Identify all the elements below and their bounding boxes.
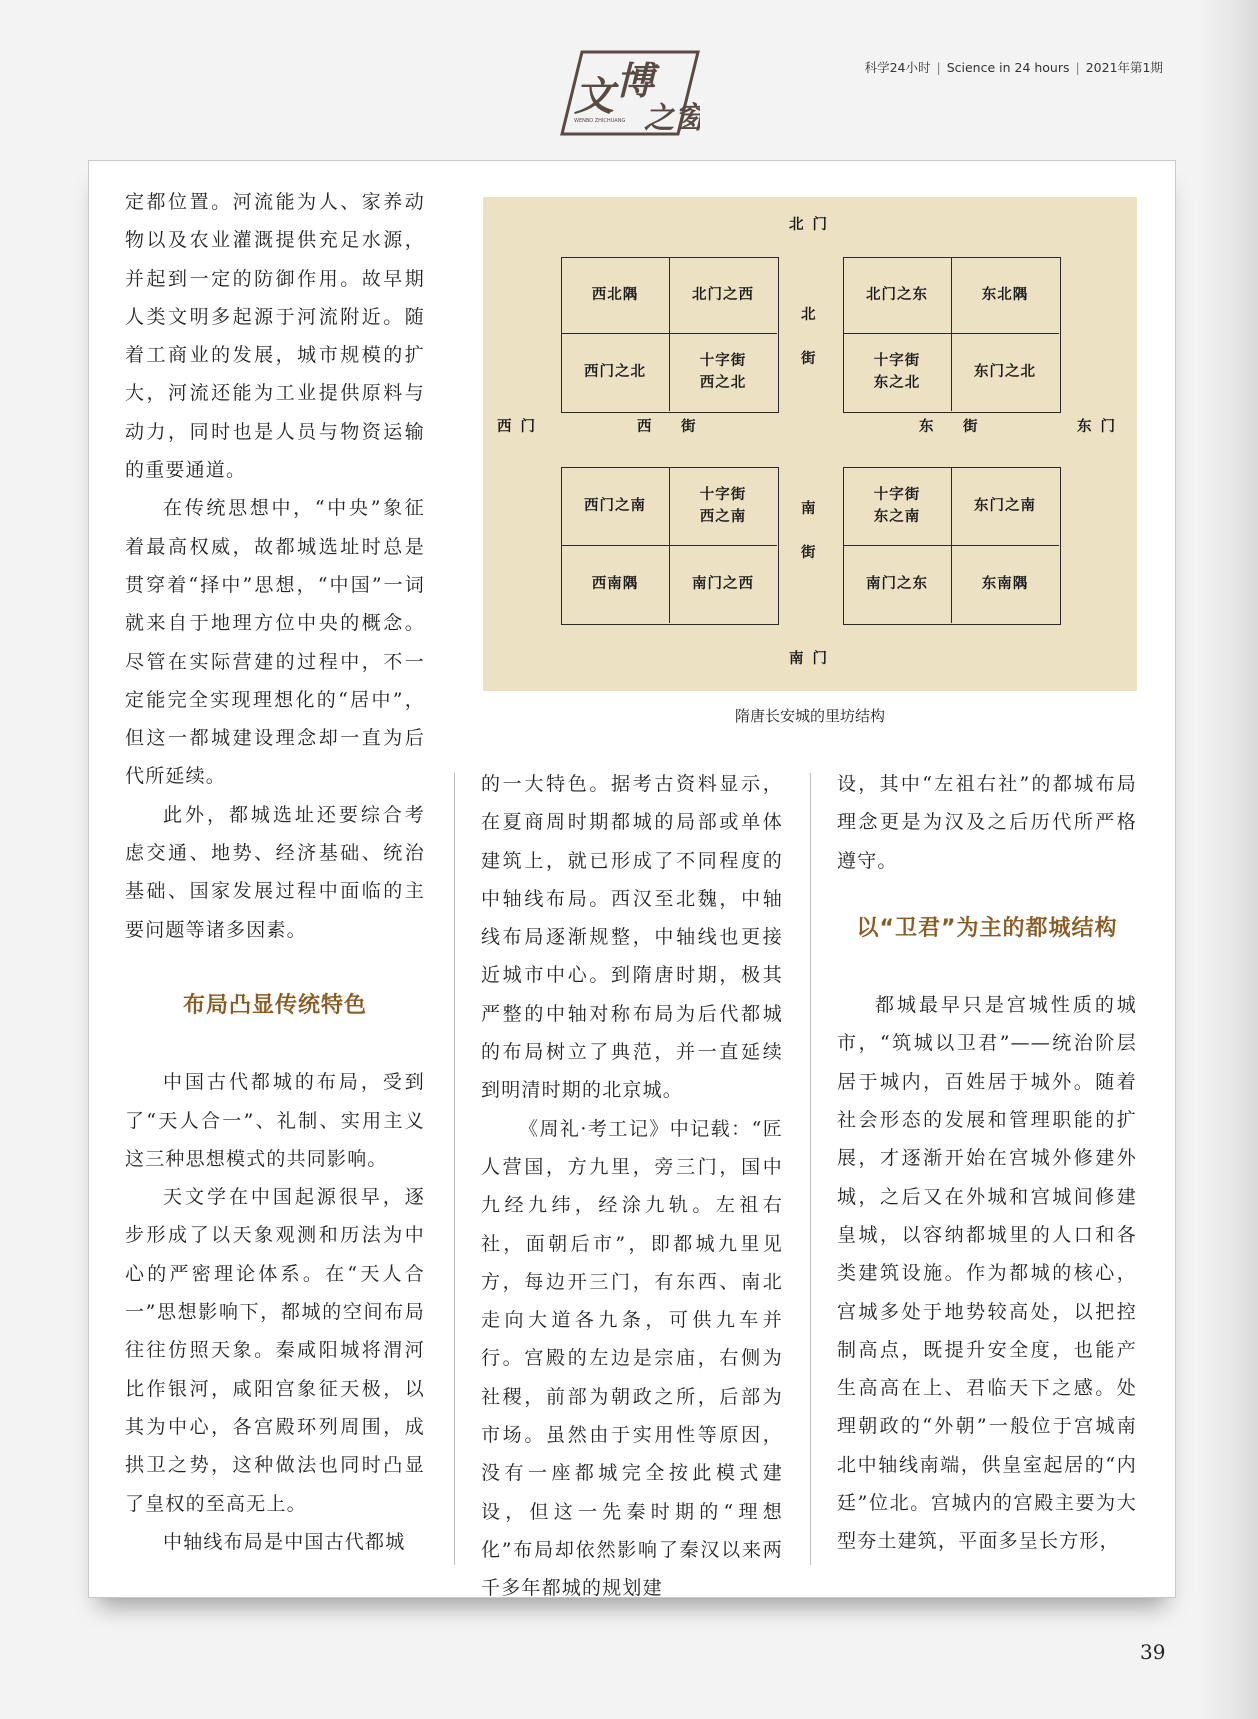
ward-cell: 南门之西 <box>692 576 754 592</box>
paragraph: 都城最早只是宫城性质的城市，“筑城以卫君”——统治阶层居于城内，百姓居于城外。随着社会形态的发展和管理职能的扩展，才逐渐开始在宫城外修建外城，之后又在外城和宫城间修建皇城，以容纳都城里的人口和各类建筑设施。作为都城的核心，宫城多处于地势较高处，以把控制高点，既提升安全度，也能产生高高在上、君临天下之感。处理朝政的“外朝”一般位于宫城南北中轴线南端，供皇室起居的“内廷”位北。宫城内的宫殿主要为大型夯土建筑，平面多呈长方形， <box>837 994 1137 1553</box>
section-heading-layout: 布局凸显传统特色 <box>182 992 367 1018</box>
ward-cell: 西北隅 <box>591 287 639 303</box>
text-column-2 <box>481 765 783 1608</box>
magazine-english-name: Science in 24 hours <box>946 60 1070 75</box>
paragraph: 的一大特色。据考古资料显示，在夏商周时期都城的局部或单体建筑上，就已形成了不同程度的中轴线布局。西汉至北魏，中轴线布局逐渐规整，中轴线也更接近城市中心。到隋唐时期，极其严整的中轴对称布局为后代都城的布局树立了典范，并一直延续到明清时期的北京城。 <box>481 773 783 1102</box>
gate-north-label: 北 门 <box>789 217 830 233</box>
east-street-label: 东 <box>919 419 936 435</box>
west-street-label: 街 <box>681 419 698 435</box>
figure-caption: 隋唐长安城的里坊结构 <box>734 707 885 725</box>
page-edge-shadow <box>1198 0 1258 1719</box>
ward-cell: 十字街 东之北 <box>873 353 921 391</box>
paragraph: 《周礼·考工记》中记载：“匠人营国，方九里，旁三门，国中九经九纬，经涂九轨。左祖右社，面朝后市”，即都城九里见方，每边开三门，有东西、南北走向大道各九条，可供九车并行。宫殿的左边是宗庙，右侧为社稷，前部为朝政之所，后部为市场。虽然由于实用性等原因，没有一座都城完全按此模式建设，但这一先秦时期的“理想化”布局却依然影响了秦汉以来两千多年都城的规划建 <box>481 1117 783 1600</box>
ward-cell: 西门之北 <box>584 364 646 380</box>
svg-text:文: 文 <box>574 73 614 120</box>
article-card <box>88 160 1176 1598</box>
page-number: 39 <box>1140 1640 1166 1664</box>
paragraph: 中国古代都城的布局，受到了“天人合一”、礼制、实用主义这三种思想模式的共同影响。 <box>125 1071 425 1170</box>
gate-south-label: 南 门 <box>789 651 830 667</box>
text-column-1 <box>125 183 425 1561</box>
section-heading-structure: 以“卫君”为主的都城结构 <box>856 915 1118 941</box>
gate-west-label: 西 门 <box>497 419 538 435</box>
magazine-name: 科学24小时 <box>864 60 931 75</box>
ward-cell: 东北隅 <box>981 287 1029 303</box>
ward-cell: 西南隅 <box>591 576 639 592</box>
ward-cell: 东门之南 <box>974 498 1036 514</box>
paragraph: 定都位置。河流能为人、家养动物以及农业灌溉提供充足水源，并起到一定的防御作用。故早期人类文明多起源于河流附近。随着工商业的发展，城市规模的扩大，河流还能为工业提供原料与动力，同时也是人员与物资运输的重要通道。 <box>125 191 425 482</box>
south-street-label: 南 <box>801 501 818 517</box>
column-divider <box>454 773 455 1565</box>
west-street-label: 西 <box>637 419 654 435</box>
ward-cell: 十字街 西之北 <box>699 353 747 391</box>
ward-cell: 北门之东 <box>866 287 928 303</box>
changan-ward-diagram <box>483 197 1137 691</box>
ward-cell: 南门之东 <box>866 576 928 592</box>
ward-cell: 西门之南 <box>584 498 646 514</box>
svg-text:WENBO ZHICHUANG: WENBO ZHICHUANG <box>574 118 626 124</box>
ward-cell: 十字街 东之南 <box>873 487 921 525</box>
paragraph: 中轴线布局是中国古代都城 <box>163 1530 406 1553</box>
svg-text:博: 博 <box>616 58 655 103</box>
paragraph: 在传统思想中，“中央”象征着最高权威，故都城选址时总是贯穿着“择中”思想，“中国”一词就来自于地理方位中央的概念。尽管在实际营建的过程中，不一定能完全实现理想化的“居中”，但这一都城建设理念却一直为后代所延续。 <box>125 497 425 788</box>
paragraph: 天文学在中国起源很早，逐步形成了以天象观测和历法为中心的严密理论体系。在“天人合一”思想影响下，都城的空间布局往往仿照天象。秦咸阳城将渭河比作银河，咸阳宫象征天极，以其为中心，各宫殿环列周围，成拱卫之势，这种做法也同时凸显了皇权的至高无上。 <box>125 1186 425 1515</box>
text-column-3 <box>837 765 1137 1561</box>
north-street-label: 街 <box>801 351 818 367</box>
gate-east-label: 东 门 <box>1077 419 1118 435</box>
ward-cell: 十字街 西之南 <box>699 487 747 525</box>
column-divider <box>810 773 811 1565</box>
paragraph: 设，其中“左祖右社”的都城布局理念更是为汉及之后历代所严格遵守。 <box>837 773 1137 872</box>
ward-cell: 东南隅 <box>981 576 1029 592</box>
east-street-label: 街 <box>963 419 980 435</box>
svg-text:之窗: 之窗 <box>644 101 700 136</box>
header-meta: 科学24小时 | Science in 24 hours | 2021年第1期 <box>864 60 1163 75</box>
ward-cell: 北门之西 <box>692 287 754 303</box>
issue-number: 2021年第1期 <box>1085 60 1163 75</box>
north-street-label: 北 <box>801 307 818 323</box>
south-street-label: 街 <box>801 545 818 561</box>
ward-cell: 东门之北 <box>974 364 1036 380</box>
magazine-logo <box>560 48 700 138</box>
paragraph: 此外，都城选址还要综合考虑交通、地势、经济基础、统治基础、国家发展过程中面临的主要问题等诸多因素。 <box>125 803 425 941</box>
